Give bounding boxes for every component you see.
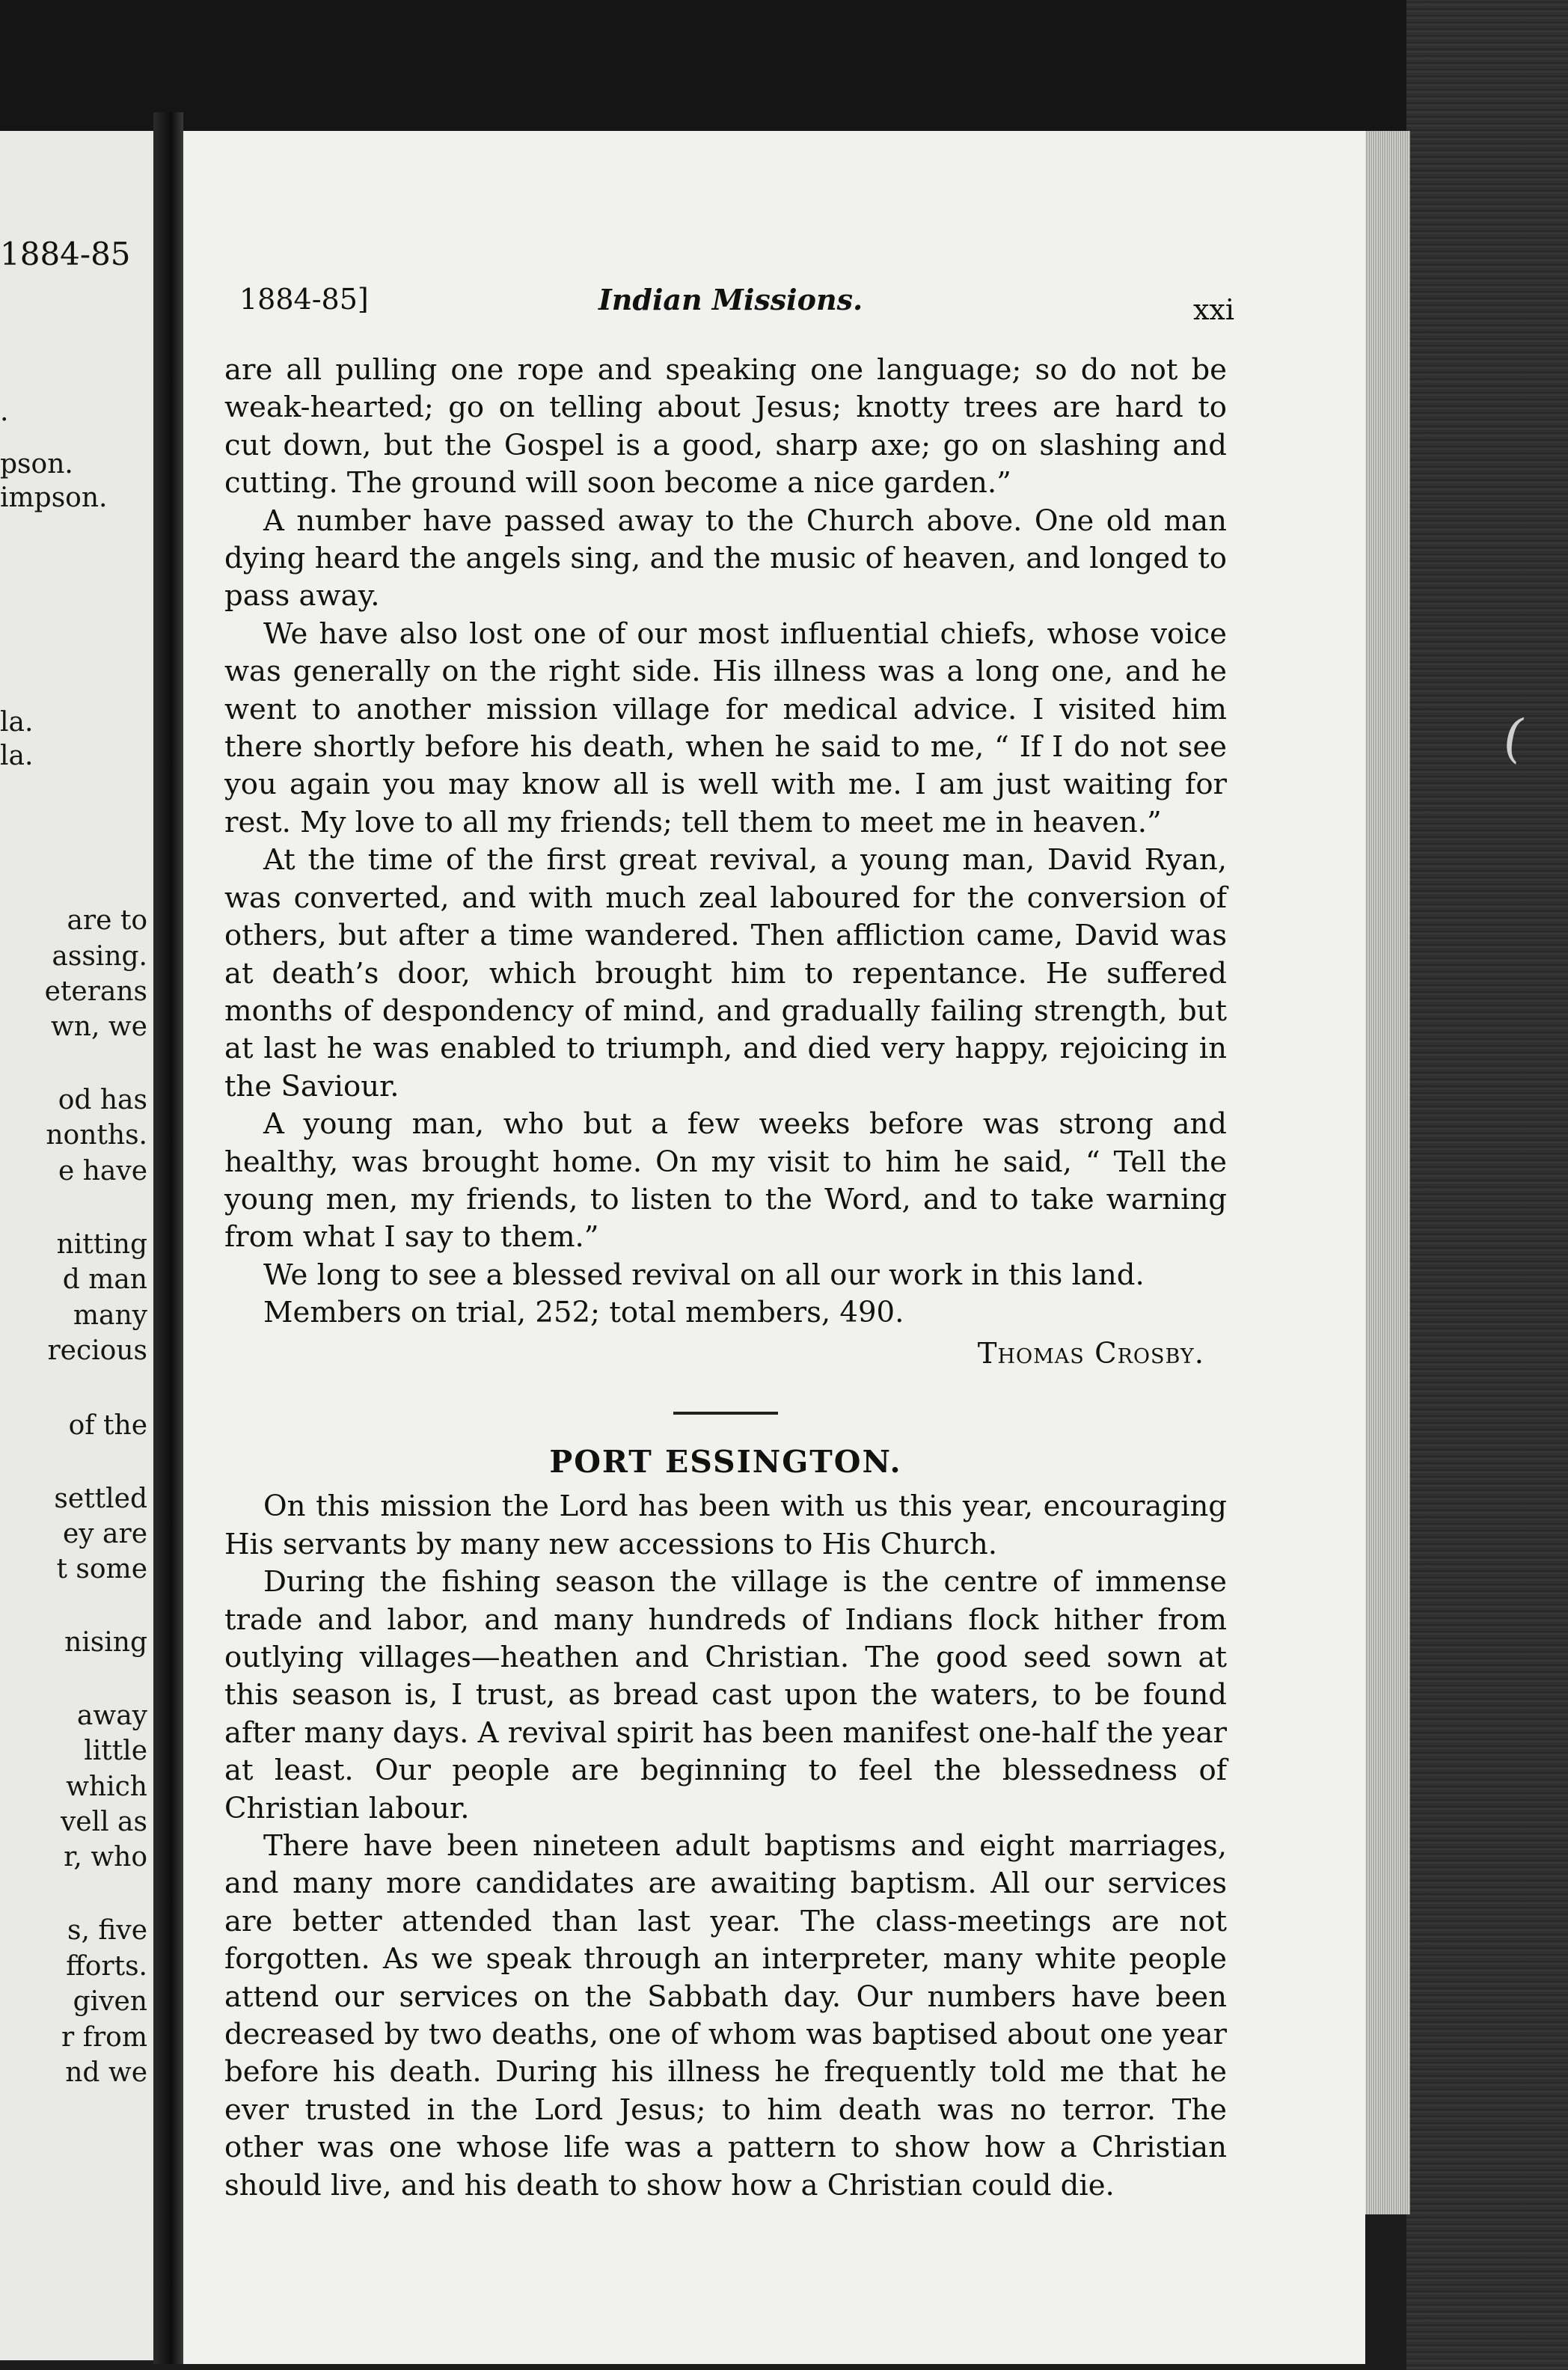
left-page-line: little — [84, 1736, 147, 1766]
paragraph: Members on trial, 252; total members, 490. — [263, 1296, 904, 1330]
left-page-line: nonths. — [46, 1120, 147, 1151]
left-page-line: od has — [58, 1085, 147, 1115]
paragraph: At the time of the first great revival, a young man, David Ryan, was converted, and with much zeal laboured for the conversion of others, but after a time wandered. Then affliction came, David was at death’s door, which brought him to repentance. He suffered months of despondency of mind, and gradually failing strength, but at last he was enabled to triumph, and died very happy, rejoicing in the Saviour. — [224, 843, 1227, 1103]
page-number: xxi — [1192, 293, 1234, 326]
scan-speck: ( — [1498, 705, 1530, 770]
page-edges — [1365, 131, 1410, 2214]
left-page-line: la. — [0, 741, 34, 771]
left-page-line: r, who — [64, 1842, 147, 1873]
left-page-line: d man — [62, 1264, 147, 1295]
left-page-line: given — [73, 1986, 147, 2017]
left-page-line: nitting — [56, 1229, 147, 1260]
running-head — [239, 283, 1234, 326]
left-page-line: vell as — [60, 1807, 147, 1837]
book-gutter — [153, 112, 183, 2364]
left-page-line: . — [0, 396, 9, 427]
paragraph: We have also lost one of our most influential chiefs, whose voice was generally on the right side. His illness was a long one, and he went to another mission village for medical advice. I visited him there shortly before his death, when he said to me, “ If I do not see you again you may know all is well with me. I am just waiting for rest. My love to all my friends; tell them to meet me in heaven.” — [224, 616, 1227, 839]
left-page-line: e have — [58, 1156, 147, 1186]
running-head-title: Indian Missions. — [598, 283, 863, 316]
author-signature: Thomas Crosby. — [977, 1336, 1204, 1371]
paragraph: We long to see a blessed revival on all our work in this land. — [263, 1258, 1145, 1292]
left-page-line: pson. — [0, 449, 73, 480]
running-head-year: 1884-85] — [239, 283, 369, 316]
paragraph: A young man, who but a few weeks before was strong and healthy, was brought home. On my visit to him he said, “ Tell the young men, my friends, to listen to the Word, and to take warning from what I say to them.” — [224, 1107, 1227, 1255]
left-page-line: r from — [61, 2022, 147, 2053]
section-divider — [673, 1412, 778, 1415]
left-page-line: fforts. — [66, 1951, 147, 1982]
left-page-line: la. — [0, 707, 34, 738]
left-page-line: of the — [68, 1410, 147, 1441]
left-page-header: 1884-85 — [0, 236, 131, 272]
section-heading: PORT ESSINGTON. — [549, 1443, 902, 1480]
scan-background-top — [0, 0, 1568, 131]
left-page-line: are to — [67, 905, 147, 936]
left-facing-page — [0, 131, 153, 2360]
paragraph: are all pulling one rope and speaking one language; so do not be weak-hearted; go on telling about Jesus; knotty trees are hard to cut down, but the Gospel is a good, sharp axe; go on slashing and cutting. The ground will soon become a nice garden.” — [224, 353, 1227, 500]
left-page-line: ey are — [62, 1519, 147, 1549]
left-page-line: s, five — [67, 1915, 147, 1946]
paragraph: A number have passed away to the Church above. One old man dying heard the angels sing, and the music of heaven, and longed to pass away. — [224, 503, 1227, 613]
paragraph: On this mission the Lord has been with us this year, encouraging His servants by many new accessions to His Church. — [224, 1489, 1227, 1561]
left-page-line: t some — [56, 1554, 147, 1584]
left-page-line: nising — [64, 1627, 147, 1658]
left-page-line: wn, we — [50, 1011, 147, 1042]
left-page-line: eterans — [44, 976, 147, 1007]
paragraph: There have been nineteen adult baptisms and eight marriages, and many more candidates are awaiting baptism. All our services are better attended than last year. The class-meetings are not forgotten. As we speak through an interpreter, many white people attend our services on the Sabbath day. Our numbers have been decreased by two deaths, one of whom was baptised about one year before his death. During his illness he frequently told me that he ever trusted in the Lord Jesus; to him death was no terror. The other was one whose life was a pattern to show how a Christian should live, and his death to show how a Christian could die. — [224, 1829, 1227, 2202]
left-page-line: many — [73, 1300, 147, 1331]
left-page-line: settled — [54, 1483, 147, 1514]
left-page-line: nd we — [65, 2057, 147, 2088]
left-page-line: impson. — [0, 483, 108, 513]
left-page-line: recious — [47, 1335, 147, 1366]
left-page-line: assing. — [52, 941, 147, 972]
paragraph: During the fishing season the village is the centre of immense trade and labor, and many hundreds of Indians flock hither from outlying villages—heathen and Christian. The good seed sown at this season is, I trust, as bread cast upon the waters, to be found after many days. A revival spirit has been manifest one-half the year at least. Our people are beginning to feel the blessedness of Christian labour. — [224, 1565, 1227, 1825]
left-page-line: away — [76, 1700, 147, 1731]
page-body — [224, 352, 1227, 2205]
scan-background-right — [1406, 0, 1568, 2370]
left-page-line: which — [66, 1772, 147, 1802]
